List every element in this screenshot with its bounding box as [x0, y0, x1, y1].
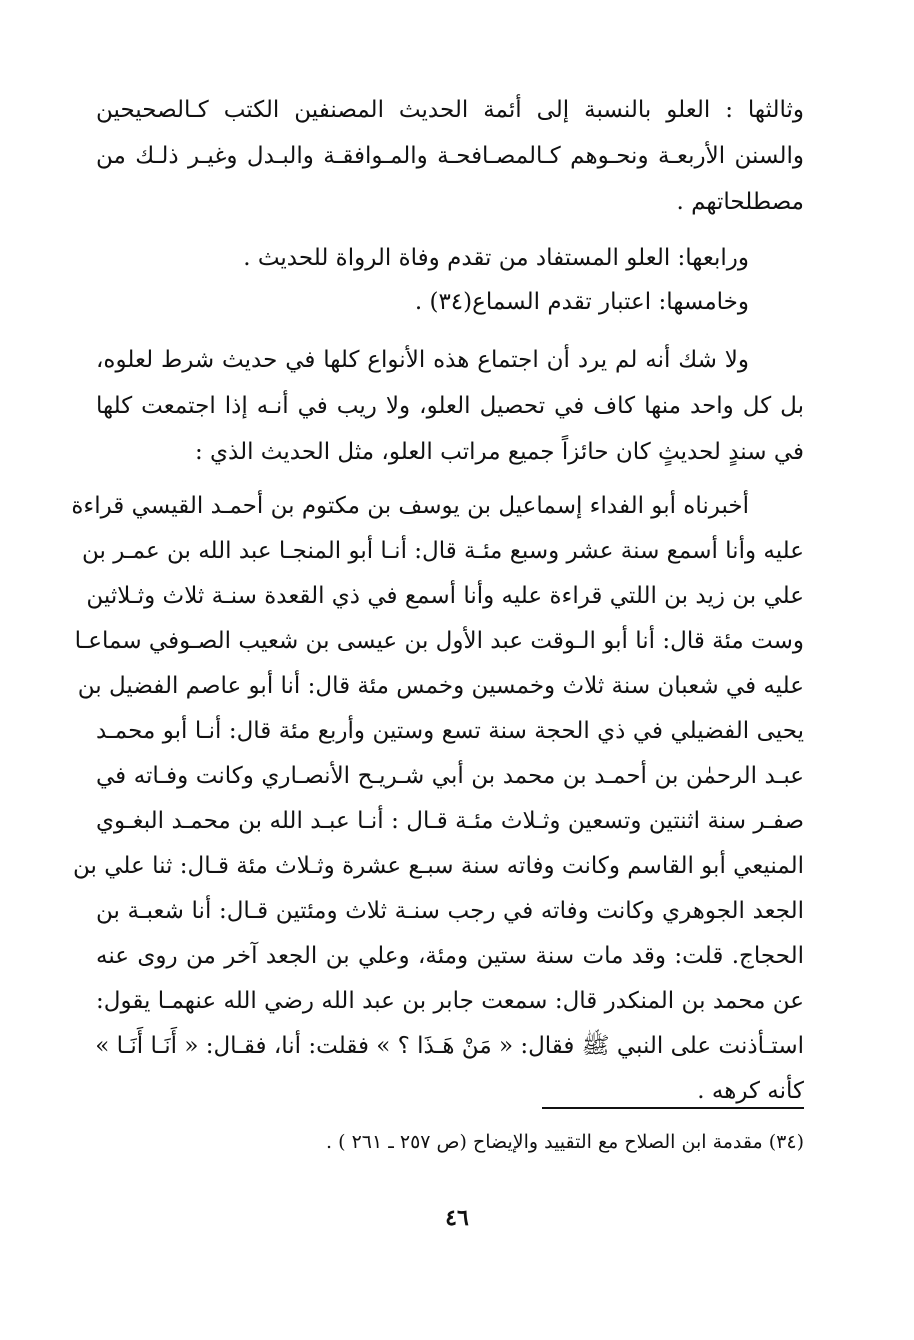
- body-line: والسنن الأربعـة ونحـوهم كـالمصـافحـة والمـوافقـة والبـدل وغيـر ذلـك من: [96, 143, 804, 169]
- body-line: يحيى الفضيلي في ذي الحجة سنة تسع وستين وأربع مئة قال: أنـا أبو محمـد: [96, 718, 804, 744]
- body-line: أخبرناه أبو الفداء إسماعيل بن يوسف بن مكتوم بن أحمـد القيسي قراءة: [71, 493, 749, 519]
- page-number: ٤٦: [445, 1205, 469, 1231]
- body-line: المنيعي أبو القاسم وكانت وفاته سنة سبـع عشرة وثـلاث مئة قـال: ثنا علي بن: [73, 853, 804, 879]
- body-line: وثالثها : العلو بالنسبة إلى أئمة الحديث المصنفين الكتب كـالصحيحين: [96, 97, 804, 123]
- body-line: الحجاج. قلت: وقد مات سنة ستين ومئة، وعلي بن الجعد آخر من روى عنه: [96, 943, 804, 969]
- body-line: علي بن زيد بن اللتي قراءة عليه وأنا أسمع في ذي القعدة سنـة ثلاث وثـلاثين: [86, 583, 804, 609]
- body-line: صفـر سنة اثنتين وتسعين وثـلاث مئـة قـال : أنـا عبـد الله بن محمـد البغـوي: [96, 808, 804, 834]
- body-line: ورابعها: العلو المستفاد من تقدم وفاة الرواة للحديث .: [243, 245, 749, 271]
- footnote-divider: [542, 1107, 804, 1109]
- body-line: ولا شك أنه لم يرد أن اجتماع هذه الأنواع كلها في حديث شرط لعلوه،: [96, 347, 749, 373]
- body-line: بل كل واحد منها كاف في تحصيل العلو، ولا ريب في أنـه إذا اجتمعت كلها: [96, 393, 804, 419]
- body-line: في سندٍ لحديثٍ كان حائزاً جميع مراتب العلو، مثل الحديث الذي :: [194, 439, 804, 465]
- body-line: الجعد الجوهري وكانت وفاته في رجب سنـة ثلاث ومئتين قـال: أنا شعبـة بن: [96, 898, 804, 924]
- body-line: عليه في شعبان سنة ثلاث وخمسين وخمس مئة قال: أنا أبو عاصم الفضيل بن: [77, 673, 804, 699]
- body-line: عليه وأنا أسمع سنة عشر وسبع مئـة قال: أنـا أبو المنجـا عبد الله بن عمـر بن: [82, 538, 804, 564]
- body-line: عبـد الرحمٰن بن أحمـد بن محمد بن أبي شـريـح الأنصـاري وكانت وفـاته في: [96, 763, 804, 789]
- body-line: مصطلحاتهم .: [676, 189, 804, 215]
- body-line: عن محمد بن المنكدر قال: سمعت جابر بن عبد الله رضي الله عنهمـا يقول:: [96, 988, 804, 1014]
- body-line: وخامسها: اعتبار تقدم السماع(٣٤) .: [414, 289, 749, 315]
- body-line: وست مئة قال: أنا أبو الـوقت عبد الأول بن عيسى بن شعيب الصـوفي سماعـا: [74, 628, 804, 654]
- body-line: استـأذنت على النبي ﷺ فقال: « مَنْ هَـذَا ؟ » فقلت: أنا، فقـال: « أَنَـا أَنَـا »: [95, 1033, 804, 1059]
- body-line: كأنه كرهه .: [697, 1078, 804, 1104]
- footnote: (٣٤) مقدمة ابن الصلاح مع التقييد والإيضاح (ص ٢٥٧ ـ ٢٦١ ) .: [326, 1131, 804, 1153]
